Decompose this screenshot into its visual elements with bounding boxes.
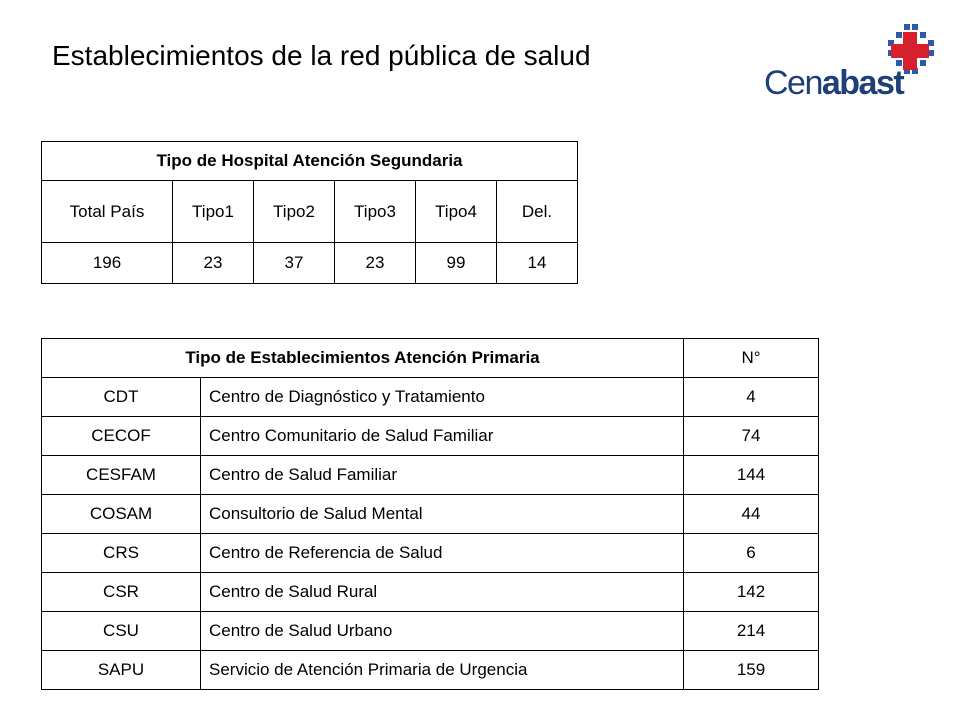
code-cell: COSAM — [42, 495, 201, 534]
primary-care-table — [41, 338, 819, 690]
code-cell: SAPU — [42, 651, 201, 690]
logo-wordmark — [764, 66, 903, 100]
column-header: Tipo2 — [254, 181, 335, 243]
table-cell: 14 — [497, 243, 578, 284]
count-cell: 214 — [684, 612, 819, 651]
table-row — [42, 417, 819, 456]
table-row — [42, 612, 819, 651]
code-cell: CRS — [42, 534, 201, 573]
name-cell: Centro de Diagnóstico y Tratamiento — [201, 378, 684, 417]
name-cell: Centro de Referencia de Salud — [201, 534, 684, 573]
code-cell: CDT — [42, 378, 201, 417]
code-cell: CECOF — [42, 417, 201, 456]
column-header: Tipo4 — [416, 181, 497, 243]
table-row — [42, 378, 819, 417]
table-cell: 99 — [416, 243, 497, 284]
column-header: Total País — [42, 181, 173, 243]
column-header: Del. — [497, 181, 578, 243]
name-cell: Centro de Salud Rural — [201, 573, 684, 612]
count-cell: 144 — [684, 456, 819, 495]
column-header: Tipo3 — [335, 181, 416, 243]
cenabast-logo — [760, 22, 945, 102]
secondary-care-table — [41, 141, 578, 284]
primary-table-header: Tipo de Establecimientos Atención Primaria — [42, 339, 684, 378]
name-cell: Consultorio de Salud Mental — [201, 495, 684, 534]
name-cell: Centro de Salud Urbano — [201, 612, 684, 651]
table-row — [42, 534, 819, 573]
table-row — [42, 456, 819, 495]
count-header: N° — [684, 339, 819, 378]
count-cell: 159 — [684, 651, 819, 690]
count-cell: 6 — [684, 534, 819, 573]
count-cell: 44 — [684, 495, 819, 534]
name-cell: Centro de Salud Familiar — [201, 456, 684, 495]
logo-text-regular: Cen — [764, 64, 822, 102]
table-cell: 23 — [173, 243, 254, 284]
table-row — [42, 495, 819, 534]
logo-text-bold: abast — [821, 64, 904, 102]
table-row — [42, 651, 819, 690]
name-cell: Servicio de Atención Primaria de Urgencia — [201, 651, 684, 690]
column-header: Tipo1 — [173, 181, 254, 243]
table-cell: 196 — [42, 243, 173, 284]
count-cell: 142 — [684, 573, 819, 612]
count-cell: 74 — [684, 417, 819, 456]
count-cell: 4 — [684, 378, 819, 417]
code-cell: CSR — [42, 573, 201, 612]
code-cell: CSU — [42, 612, 201, 651]
page-title: Establecimientos de la red pública de salud — [52, 40, 591, 71]
table-cell: 37 — [254, 243, 335, 284]
name-cell: Centro Comunitario de Salud Familiar — [201, 417, 684, 456]
table-cell: 23 — [335, 243, 416, 284]
secondary-table-header: Tipo de Hospital Atención Segundaria — [42, 142, 578, 181]
table-row — [42, 573, 819, 612]
code-cell: CESFAM — [42, 456, 201, 495]
